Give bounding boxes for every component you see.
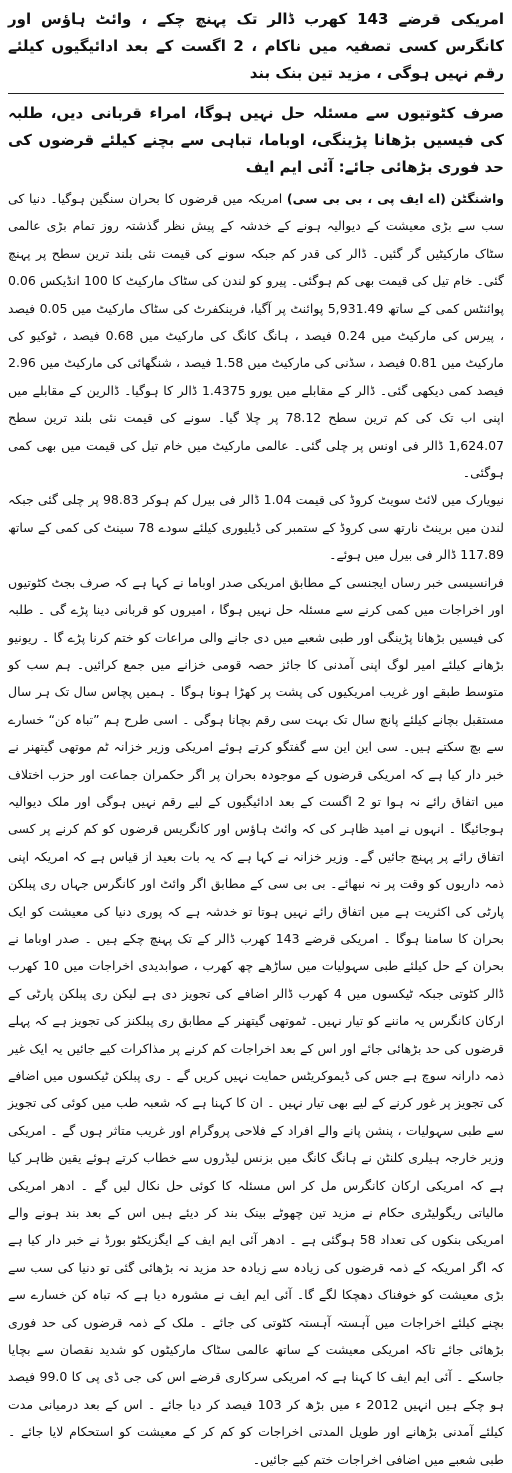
paragraph-1-text: امریکہ میں قرضوں کا بحران سنگین ہوگیا۔ دنیا کی سب سے بڑی معیشت کے دیوالیہ ہونے کے خدشہ کے پیش نظر گذشتہ روز تمام بڑی عالمی سٹاک مارکیٹیں گر گئیں۔ ڈالر کی قدر کم جبکہ سونے کی قیمت نئی بلند ترین سطح پر پہنچ گئی۔ خام تیل کی قیمت بھی کم ہوگئی۔ پیرو کو لندن کی سٹاک مارکیٹ کا 100 انڈیکس 0.06 پوائنٹس کمی کے ساتھ 5,931.49 پوائنٹ پر آگیا، فرینکفرٹ کی سٹاک مارکیٹ میں 0.05 فیصد ، پیرس کی مارکیٹ میں 0.24 فیصد ، ہانگ کانگ کی مارکیٹ میں 0.68 فیصد ، ٹوکیو کی مارکیٹ میں 0.81 فیصد ، سڈنی کی مارکیٹ میں 1.58 فیصد ، شنگھائی کی مارکیٹ میں 2.96 فیصد کمی دیکھی گئی۔ ڈالر کے مقابلے میں یورو 1.4375 ڈالر کا ہوگیا۔ ڈالرین کے مقابلے میں اپنی اب تک کی کم ترین سطح 78.12 پر چلا گیا۔ سونے کی قیمت نئی بلند ترین سطح 1,624.07 ڈالر فی اونس پر چلی گئی۔ عالمی مارکیٹ میں خام تیل کی قیمت میں بھی کمی ہوگئی۔: [8, 191, 505, 481]
paragraph-1: [8, 185, 504, 486]
subheadline: صرف کٹوتیوں سے مسئلہ حل نہیں ہوگا، امراء قربانی دیں، طلبہ کی فیسیں بڑھانا پڑینگی، اوباما، تباہی سے بچنے کیلئے قرضوں کی حد فوری بڑھائی جائے: آئی ایم ایف: [8, 104, 504, 176]
dateline: واشنگٹن (اے ایف پی ، بی بی سی): [286, 191, 504, 206]
headline: امریکی قرضے 143 کھرب ڈالر تک پہنچ چکے ، وائٹ ہاؤس اور کانگرس کسی تصفیہ میں ناکام ، 2 اگست کے بعد ادائیگیوں کیلئے رقم نہیں ہوگی ، مزید تین بنک بند: [8, 10, 504, 82]
paragraph-3: فرانسیسی خبر رساں ایجنسی کے مطابق امریکی صدر اوباما نے کہا ہے کہ صرف بجٹ کٹوتیوں اور اخراجات میں کمی کرنے سے مسئلہ حل نہیں ہوگا ، امیروں کو قربانی دینا پڑے گی ۔ طلبہ کی فیسیں بڑھانا پڑینگی اور طبی شعبے میں دی جانے والی مراعات کو ختم کرنا پڑے گا ۔ ریونیو بڑھانے کیلئے امیر لوگ اپنی آمدنی کا جائز حصہ قومی خزانے میں جمع کرائیں۔ ہم سب کو متوسط طبقے اور غریب امریکیوں کی پشت پر کھڑا ہونا ہوگا ۔ ہمیں پچاس سال تک ہر سال مستقبل بچانے کیلئے پانچ سال تک بہت سی رقم بچانا ہوگی ۔ اسی طرح ہم ”تباہ کن“ خسارے سے بچ سکتے ہیں۔ سی این این سے گفتگو کرتے ہوئے امریکی وزیر خزانہ ٹم موتھی گیتھنر نے خبر دار کیا ہے کہ امریکی قرضوں کے موجودہ بحران پر اگر حکمران جماعت اور حزب اختلاف میں اتفاق رائے نہ ہوا تو 2 اگست کے بعد ادائیگیوں کے لیے رقم نہیں ہوگی اور ملک دیوالیہ ہوجائیگا ۔ انہوں نے امید ظاہر کی کہ وائٹ ہاؤس اور کانگریس قرضوں کو کم کرنے پر کسی اتفاق رائے پر پہنچ جائیں گے۔ وزیر خزانہ نے کہا ہے کہ یہ بات بعید از قیاس ہے کہ امریکہ اپنی ذمہ داریوں کو وقت پر نہ نبھائے۔ بی بی سی کے مطابق اگر وائٹ اور کانگرس جہاں ری پبلکن پارٹی کی اکثریت ہے میں اتفاق رائے نہیں ہوتا تو خدشہ ہے کہ پوری دنیا کی معیشت کو ایک بحران کا سامنا ہوگا ۔ امریکی قرضے 143 کھرب ڈالر کے تک پہنچ چکے ہیں ۔ صدر اوباما نے بحران کے حل کیلئے طبی سہولیات میں ساڑھے چھ کھرب ، صوابدیدی اخراجات میں 10 کھرب ڈالر کٹوتی جبکہ ٹیکسوں میں 4 کھرب ڈالر اضافے کی تجویز دی ہے لیکن ری پبلکن پارٹی کے ارکان کانگرس یہ ماننے کو تیار نہیں۔ ٹموتھی گیتھنر کے مطابق ری پبلکنز کی تجویز ہے کہ پہلے قرضوں کی حد بڑھائی جائے اور اس کے بعد اخراجات کم کرنے پر مذاکرات کیے جائیں یہ ایک غیر ذمہ دارانہ سوچ ہے جس کی ڈیموکریٹس حمایت نہیں کریں گے ۔ ری پبلکن ٹیکسوں میں اضافے کی تجویز پر غور کرنے کے لیے بھی تیار نہیں ۔ ان کا کہنا ہے کہ شعبہ طب میں کوئی کی تجویز سے طبی سہولیات ، پنشن پانے والے افراد کے فلاحی پروگرام اور غریب متاثر ہوں گے ۔ امریکی وزیر خارجہ ہیلری کلنٹن نے ہانگ کانگ میں بزنس لیڈروں سے خطاب کرتے ہوئے یقین ظاہر کیا ہے کہ امریکی ارکان کانگرس مل کر اس مسئلہ کا کوئی حل نکال لیں گے ۔ ادھر امریکی مالیاتی ریگولیٹری حکام نے مزید تین چھوٹے بینک بند کر دیئے ہیں اس کے بعد بند ہونے والے امریکی بنکوں کی تعداد 58 ہوگئی ہے ۔ ادھر آئی ایم ایف کے ایگزیکٹو بورڈ نے خبر دار کیا ہے کہ اگر امریکہ کے ذمہ قرضوں کی زیادہ سے زیادہ حد مزید نہ بڑھائی گئی تو دنیا کی سب سے بڑی معیشت کو خوفناک دھچکا لگے گا۔ آئی ایم ایف نے مشورہ دیا ہے کہ تباہ کن خسارے سے بچنے کیلئے اخراجات میں آہستہ آہستہ کٹوتی کی جائے ۔ ملک کے ذمہ قرضوں کی حد فوری بڑھائی جائے تاکہ امریکی معیشت کے ساتھ عالمی سٹاک مارکیٹوں کو شدید نقصان سے بچایا جاسکے ۔ آئی ایم ایف کا کہنا ہے کہ امریکی سرکاری قرضے اس کی جی ڈی پی کا 99.0 فیصد ہو چکے ہیں انہیں 2012 ء میں بڑھ کر 103 فیصد کر دیا جائے ۔ اس کے بعد درمیانی مدت کیلئے آمدنی بڑھانے اور طویل المدتی اخراجات کو کم کر کے معیشت کو استحکام لایا جائے ۔ طبی شعبے میں اضافی اخراجات ختم کیے جائیں۔: [8, 574, 505, 1467]
divider: [8, 93, 504, 94]
paragraph-2: نیویارک میں لائٹ سویٹ کروڈ کی قیمت 1.04 ڈالر فی بیرل کم ہوکر 98.83 پر چلی گئی جبکہ لندن میں برینٹ نارتھ سی کروڈ کے ستمبر کی ڈیلیوری کیلئے سودے 78 سینٹ کی کمی کے ساتھ 117.89 ڈالر فی بیرل میں ہوئے۔: [8, 492, 505, 563]
article-body: [8, 185, 504, 1473]
